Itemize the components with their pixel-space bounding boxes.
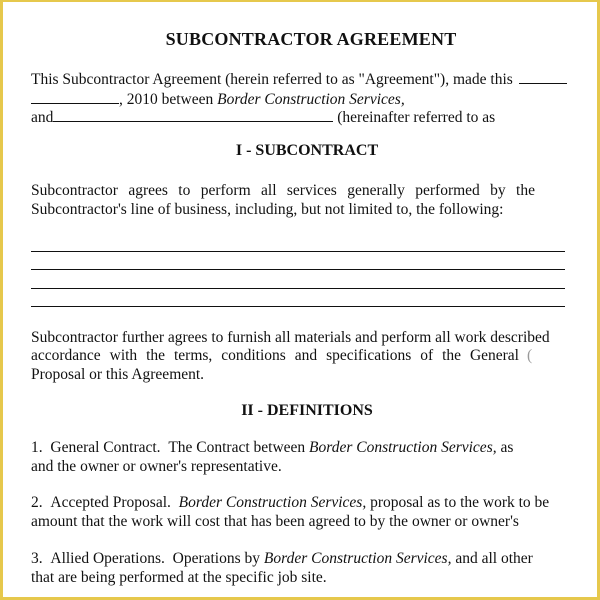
definition-2-company: Border Construction Services, [178,494,367,511]
date-day-blank[interactable] [519,69,567,84]
definition-2-line-2: amount that the work will cost that has been agreed to by the owner or owner's [31,513,519,530]
s1-p2-line-2 [31,346,532,365]
work-description-line-2[interactable] [31,269,565,270]
s1-p2-line-2-text: accordance with the terms, conditions and specifications of the General [31,347,519,364]
definition-3-text-b: and all other [451,550,533,567]
s1-p1-line-1: Subcontractor agrees to perform all services generally performed by the [31,182,535,199]
definition-3-term: Allied Operations. [50,550,165,567]
definition-3-company: Border Construction Services, [263,550,452,567]
definition-1-number: 1. [31,439,43,456]
intro-line-1 [31,69,567,89]
definition-1-term: General Contract. [50,439,161,456]
definition-1-text-a: The Contract between [168,439,310,456]
definition-1-company: Border Construction Services, [309,439,497,456]
intro-and: and [31,109,54,126]
definition-2-number: 2. [31,494,43,511]
s1-p2-line-1: Subcontractor further agrees to furnish all materials and perform all work described [31,329,550,346]
s1-p2-line-2-tail: ( [527,347,533,364]
document-title: SUBCONTRACTOR AGREEMENT [165,29,457,49]
company-name: Border Construction Services, [217,91,405,108]
definition-1-line-1 [31,438,513,457]
definition-3-number: 3. [31,550,43,567]
section-1-heading: I - SUBCONTRACT [235,142,379,159]
definition-2-term: Accepted Proposal. [50,494,171,511]
intro-text-2: , 2010 between [119,91,218,108]
definition-2-text-b: proposal as to the work to be [366,494,550,511]
intro-text-3: (hereinafter referred to as [333,109,496,126]
definition-3-line-2: that are being performed at the specific job site. [31,569,327,586]
work-description-line-3[interactable] [31,288,565,289]
subcontractor-name-blank[interactable] [53,107,333,122]
s1-p2-line-3: Proposal or this Agreement. [31,366,205,383]
date-month-blank[interactable] [31,89,119,104]
definition-1-text-b: as [496,439,514,456]
s1-p1-line-2: Subcontractor's line of business, including, but not limited to, the following: [31,201,504,218]
work-description-line-4[interactable] [31,306,565,307]
section-2-heading: II - DEFINITIONS [241,402,373,419]
intro-line-2 [31,89,405,109]
definition-3-line-1 [31,549,533,568]
definition-2-line-1 [31,493,549,512]
intro-line-3 [31,107,495,127]
intro-text-1: This Subcontractor Agreement (herein referred to as "Agreement"), made this [31,71,513,88]
work-description-line-1[interactable] [31,251,565,252]
definition-1-line-2: and the owner or owner's representative. [31,458,282,475]
definition-3-text-a: Operations by [172,550,264,567]
